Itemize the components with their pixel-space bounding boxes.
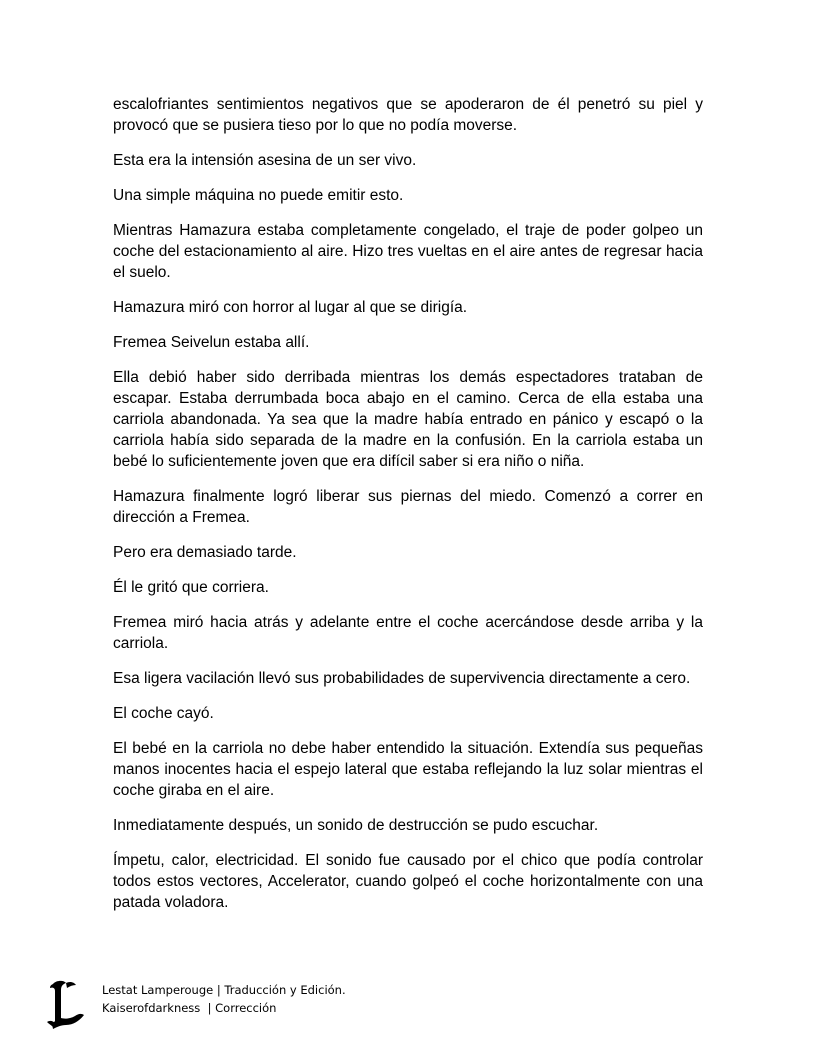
paragraph: Hamazura finalmente logró liberar sus piernas del miedo. Comenzó a correr en dirección a Fremea. xyxy=(113,488,703,526)
paragraph: El coche cayó. xyxy=(113,705,214,722)
paragraph: Pero era demasiado tarde. xyxy=(113,544,297,561)
paragraph: Ella debió haber sido derribada mientras los demás espectadores trataban de escapar. Estaba derrumbada boca abajo en el camino. Cerca de ella estaba una carriola abandonada. Ya sea que la madre había entrado en pánico y escapó o la carriola había sido separada de la madre en la confusión. En la carriola estaba un bebé lo suficientemente joven que era difícil saber si era niño o niña. xyxy=(113,369,703,470)
credit-line-translation: Lestat Lamperouge | Traducción y Edición. xyxy=(102,983,346,997)
gothic-letter-l-icon xyxy=(44,978,86,1030)
paragraph: El bebé en la carriola no debe haber entendido la situación. Extendía sus pequeñas manos inocentes hacia el espejo lateral que estaba reflejando la luz solar mientras el coche giraba en el aire. xyxy=(113,740,703,799)
paragraph: Esa ligera vacilación llevó sus probabilidades de supervivencia directamente a cero. xyxy=(113,670,691,687)
paragraph: Esta era la intensión asesina de un ser vivo. xyxy=(113,152,417,169)
paragraph: Fremea Seivelun estaba allí. xyxy=(113,334,310,351)
page-footer xyxy=(44,978,444,1038)
paragraph: Una simple máquina no puede emitir esto. xyxy=(113,187,404,204)
paragraph: escalofriantes sentimientos negativos que se apoderaron de él penetró su piel y provocó que se pusiera tieso por lo que no podía moverse. xyxy=(113,96,703,134)
paragraph: Hamazura miró con horror al lugar al que se dirigía. xyxy=(113,299,468,316)
paragraph: Ímpetu, calor, electricidad. El sonido fue causado por el chico que podía controlar todos estos vectores, Accelerator, cuando golpeó el coche horizontalmente con una patada voladora. xyxy=(113,852,703,911)
document-body xyxy=(113,94,703,927)
paragraph: Mientras Hamazura estaba completamente congelado, el traje de poder golpeo un coche del estacionamiento al aire. Hizo tres vueltas en el aire antes de regresar hacia el suelo. xyxy=(113,222,703,281)
credit-line-correction: Kaiserofdarkness | Corrección xyxy=(102,1001,277,1015)
paragraph: Inmediatamente después, un sonido de destrucción se pudo escuchar. xyxy=(113,817,599,834)
paragraph: Él le gritó que corriera. xyxy=(113,579,269,596)
credits xyxy=(102,981,346,1017)
paragraph: Fremea miró hacia atrás y adelante entre el coche acercándose desde arriba y la carriola. xyxy=(113,614,703,652)
